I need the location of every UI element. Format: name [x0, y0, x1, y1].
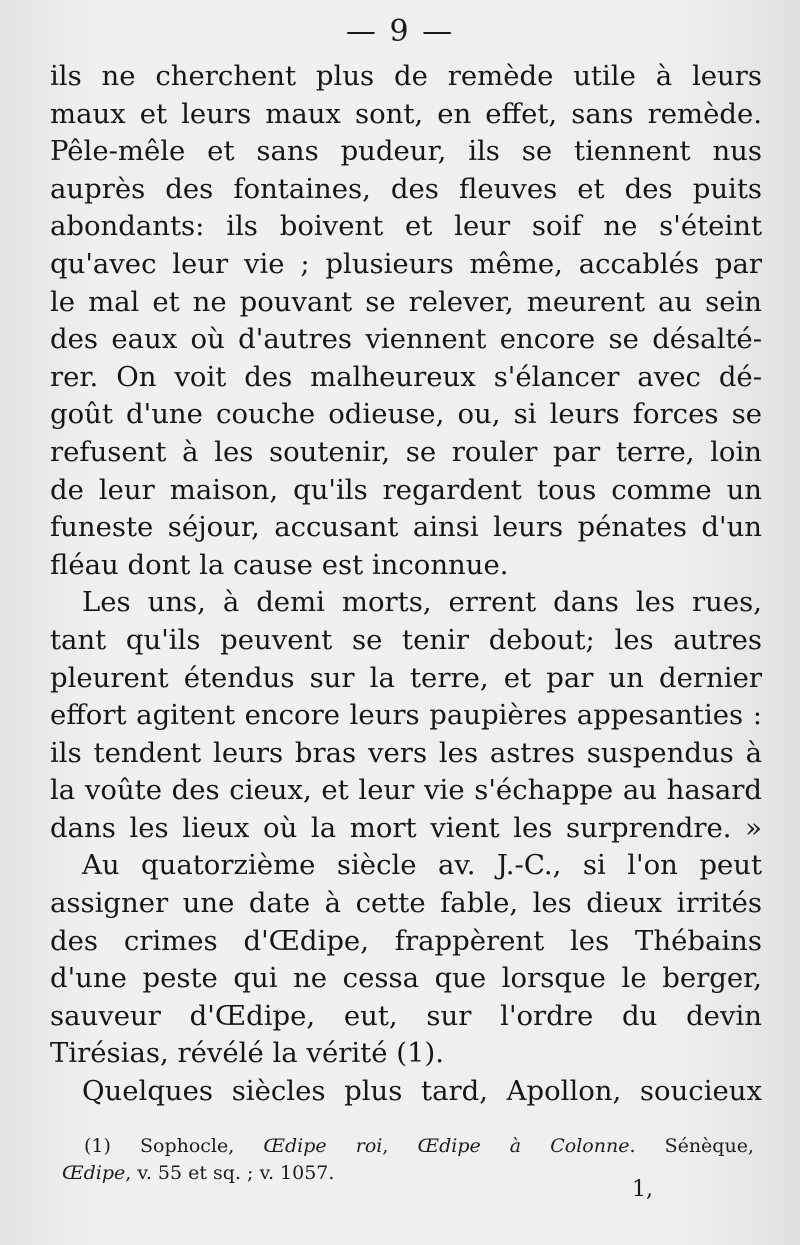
- text-line: rer. On voit des malheureux s'élancer avec dé-: [50, 360, 762, 393]
- text-line: fléau dont la cause est inconnue.: [50, 548, 509, 581]
- page-number: — 9 —: [345, 14, 455, 49]
- text-line: auprès des fontaines, des fleuves et des puits: [50, 172, 762, 205]
- text-line: d'une peste qui ne cessa que lorsque le berger,: [50, 962, 762, 995]
- text-line: Tirésias, révélé la vérité (1).: [50, 1037, 444, 1070]
- text-line: sauveur d'Œdipe, eut, sur l'ordre du devin: [50, 999, 762, 1032]
- text-line: assigner une date à cette fable, les dieux irrités: [50, 887, 762, 920]
- text-line: ils tendent leurs bras vers les astres suspendus à: [50, 736, 762, 769]
- text-line: Pêle-mêle et sans pudeur, ils se tiennent nus: [50, 135, 762, 168]
- text-line: qu'avec leur vie ; plusieurs même, accablés par: [50, 247, 762, 280]
- text-line: des eaux où d'autres viennent encore se désalté-: [50, 323, 762, 356]
- text-line: goût d'une couche odieuse, ou, si leurs forces se: [50, 398, 762, 431]
- text-line: maux et leurs maux sont, en effet, sans remède.: [50, 97, 762, 130]
- text-line: dans les lieux où la mort vient les surprendre. »: [50, 811, 762, 844]
- text-line: ils ne cherchent plus de remède utile à leurs: [50, 60, 762, 92]
- text-line: des crimes d'Œdipe, frappèrent les Thébains: [50, 924, 762, 957]
- text-line: abondants: ils boivent et leur soif ne s'éteint: [50, 210, 762, 243]
- text-line: Quelques siècles plus tard, Apollon, soucieux: [82, 1075, 762, 1108]
- text-line: refusent à les soutenir, se rouler par terre, loin: [50, 435, 762, 468]
- text-line: la voûte des cieux, et leur vie s'échappe au hasard: [50, 774, 762, 807]
- footnote-line-2: Œdipe, v. 55 et sq. ; v. 1057.: [62, 1162, 335, 1184]
- body-text: [50, 58, 762, 1111]
- text-line: de leur maison, qu'ils regardent tous comme un: [50, 473, 762, 506]
- text-line: tant qu'ils peuvent se tenir debout; les autres: [50, 623, 762, 656]
- text-line: funeste séjour, accusant ainsi leurs pénates d'un: [50, 511, 762, 544]
- text-line: effort agitent encore leurs paupières appesanties :: [50, 699, 762, 732]
- text-line: Au quatorzième siècle av. J.-C., si l'on peut: [82, 849, 762, 882]
- text-line: pleurent étendus sur la terre, et par un dernier: [50, 661, 762, 694]
- text-line: Les uns, à demi morts, errent dans les rues,: [82, 586, 762, 619]
- text-line: le mal et ne pouvant se relever, meurent au sein: [50, 285, 762, 318]
- signature-mark: 1,: [632, 1177, 653, 1202]
- footnote-line-1: (1) Sophocle, Œdipe roi, Œdipe à Colonne. Sénèque,: [84, 1135, 754, 1157]
